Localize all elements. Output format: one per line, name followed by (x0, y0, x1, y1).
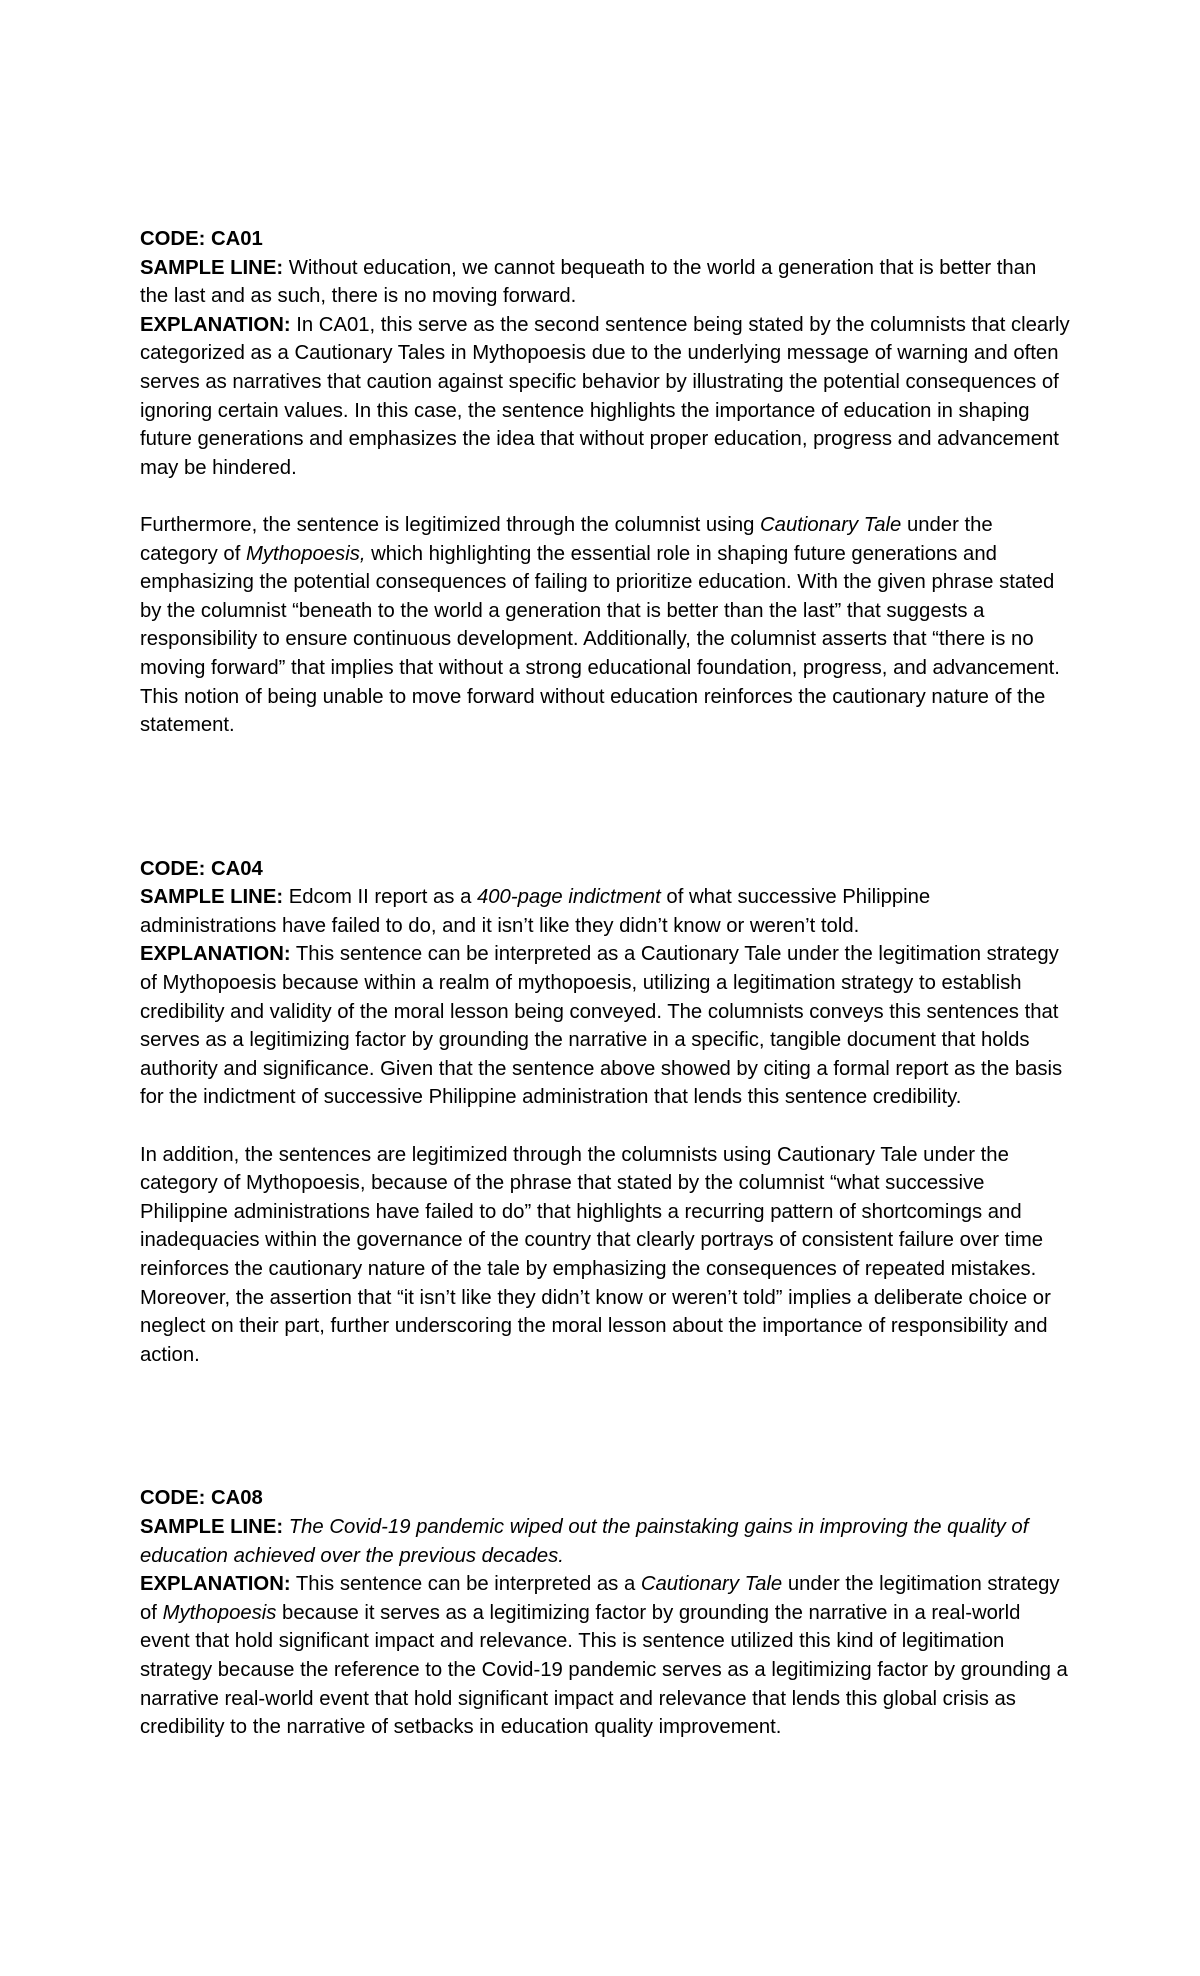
sample-label: SAMPLE LINE: (140, 1515, 284, 1538)
explanation-paragraph (140, 1570, 1070, 1742)
explanation-text-a: This sentence can be interpreted as a (290, 1573, 641, 1596)
paragraph-spacer (140, 482, 1070, 511)
para-text-c: which highlighting the essential role in shaping future generations and emphasizing the potential consequences of failing to prioritize education. With the given phrase stated by the columnist “beneath to the world a generation that is better than the last” that suggests a responsibility to ensure continuous development. Additionally, the columnist asserts that “there is no moving forward” that implies that without a strong educational foundation, progress, and advancement. This notion of being unable to move forward without education reinforces the cautionary nature of the statement. (140, 542, 1060, 737)
second-paragraph (140, 511, 1070, 740)
sample-text-a: Edcom II report as a (283, 886, 477, 909)
code-label: CODE: CA01 (140, 228, 263, 250)
sample-line (140, 254, 1070, 311)
explanation-paragraph (140, 940, 1070, 1112)
document-page (140, 225, 1070, 1742)
code-line (140, 855, 1070, 884)
explanation-emphasis-1: Cautionary Tale (640, 1573, 783, 1596)
para-emphasis-2: Mythopoesis, (245, 542, 366, 565)
sample-line (140, 1513, 1070, 1570)
explanation-text: In CA01, this serve as the second sentence being stated by the columnists that clearly categorized as a Cautionary Tales in Mythopoesis due to the underlying message of warning and often serves as narratives that caution against specific behavior by illustrating the potential consequences of ignoring certain values. In this case, the sentence highlights the importance of education in shaping future generations and emphasizes the idea that without proper education, progress and advancement may be hindered. (140, 313, 1070, 479)
second-paragraph: In addition, the sentences are legitimized through the columnists using Cautionary Tale under the category of Mythopoesis, because of the phrase that stated by the columnist “what successive Philippine administrations have failed to do” that highlights a recurring pattern of shortcomings and inadequacies within the governance of the country that clearly portrays of consistent failure over time reinforces the cautionary nature of the tale by emphasizing the consequences of repeated mistakes. Moreover, the assertion that “it isn’t like they didn’t know or weren’t told” implies a deliberate choice or neglect on their part, further underscoring the moral lesson about the importance of responsibility and action. (140, 1143, 1051, 1366)
entry-ca08 (140, 1484, 1070, 1741)
explanation-label: EXPLANATION: (140, 313, 291, 336)
explanation-paragraph (140, 311, 1070, 483)
explanation-text-c: because it serves as a legitimizing factor by grounding the narrative in a real-world event that hold significant impact and relevance. This is sentence utilized this kind of legitimation strategy because the reference to the Covid-19 pandemic serves as a legitimizing factor by grounding a narrative real-world event that hold significant impact and relevance that lends this global crisis as credibility to the narrative of setbacks in education quality improvement. (140, 1601, 1068, 1739)
code-label: CODE: CA08 (140, 1487, 263, 1510)
code-line (140, 225, 1070, 254)
sample-text-b: of what successive Philippine administrations have failed to do, and it isn’t like they didn’t know or weren’t told. (140, 886, 931, 937)
sample-label: SAMPLE LINE: (140, 256, 284, 279)
sample-label: SAMPLE LINE: (140, 886, 284, 909)
para-text-a: Furthermore, the sentence is legitimized through the columnist using (140, 513, 761, 536)
sample-emphasis: The Covid-19 pandemic wiped out the painstaking gains in improving the quality of education achieved over the previous decades. (140, 1515, 1029, 1567)
para-text-b: under the category of (140, 513, 993, 565)
sample-line (140, 883, 1070, 940)
para-emphasis-1: Cautionary Tale (760, 513, 902, 536)
entry-ca01 (140, 225, 1070, 740)
paragraph-spacer (140, 1112, 1070, 1141)
explanation-text: This sentence can be interpreted as a Cautionary Tale under the legitimation strategy of Mythopoesis because within a realm of mythopoesis, utilizing a legitimation strategy to establish credibility and validity of the moral lesson being conveyed. The columnists conveys this sentences that serves as a legitimizing factor by grounding the narrative in a specific, tangible document that holds authority and significance. Given that the sentence above showed by citing a formal report as the basis for the indictment of successive Philippine administration that lends this sentence credibility. (140, 943, 1063, 1109)
sample-text: Without education, we cannot bequeath to the world a generation that is better than the last and as such, there is no moving forward. (140, 256, 1037, 308)
explanation-label: EXPLANATION: (140, 1573, 291, 1596)
explanation-emphasis-2: Mythopoesis (162, 1601, 277, 1624)
entry-ca04 (140, 855, 1070, 1370)
code-line (140, 1484, 1070, 1513)
code-label: CODE: CA04 (140, 857, 263, 880)
explanation-text-b: under the legitimation strategy of (140, 1573, 1060, 1624)
sample-emphasis: 400-page indictment (477, 886, 661, 909)
explanation-label: EXPLANATION: (140, 943, 291, 966)
